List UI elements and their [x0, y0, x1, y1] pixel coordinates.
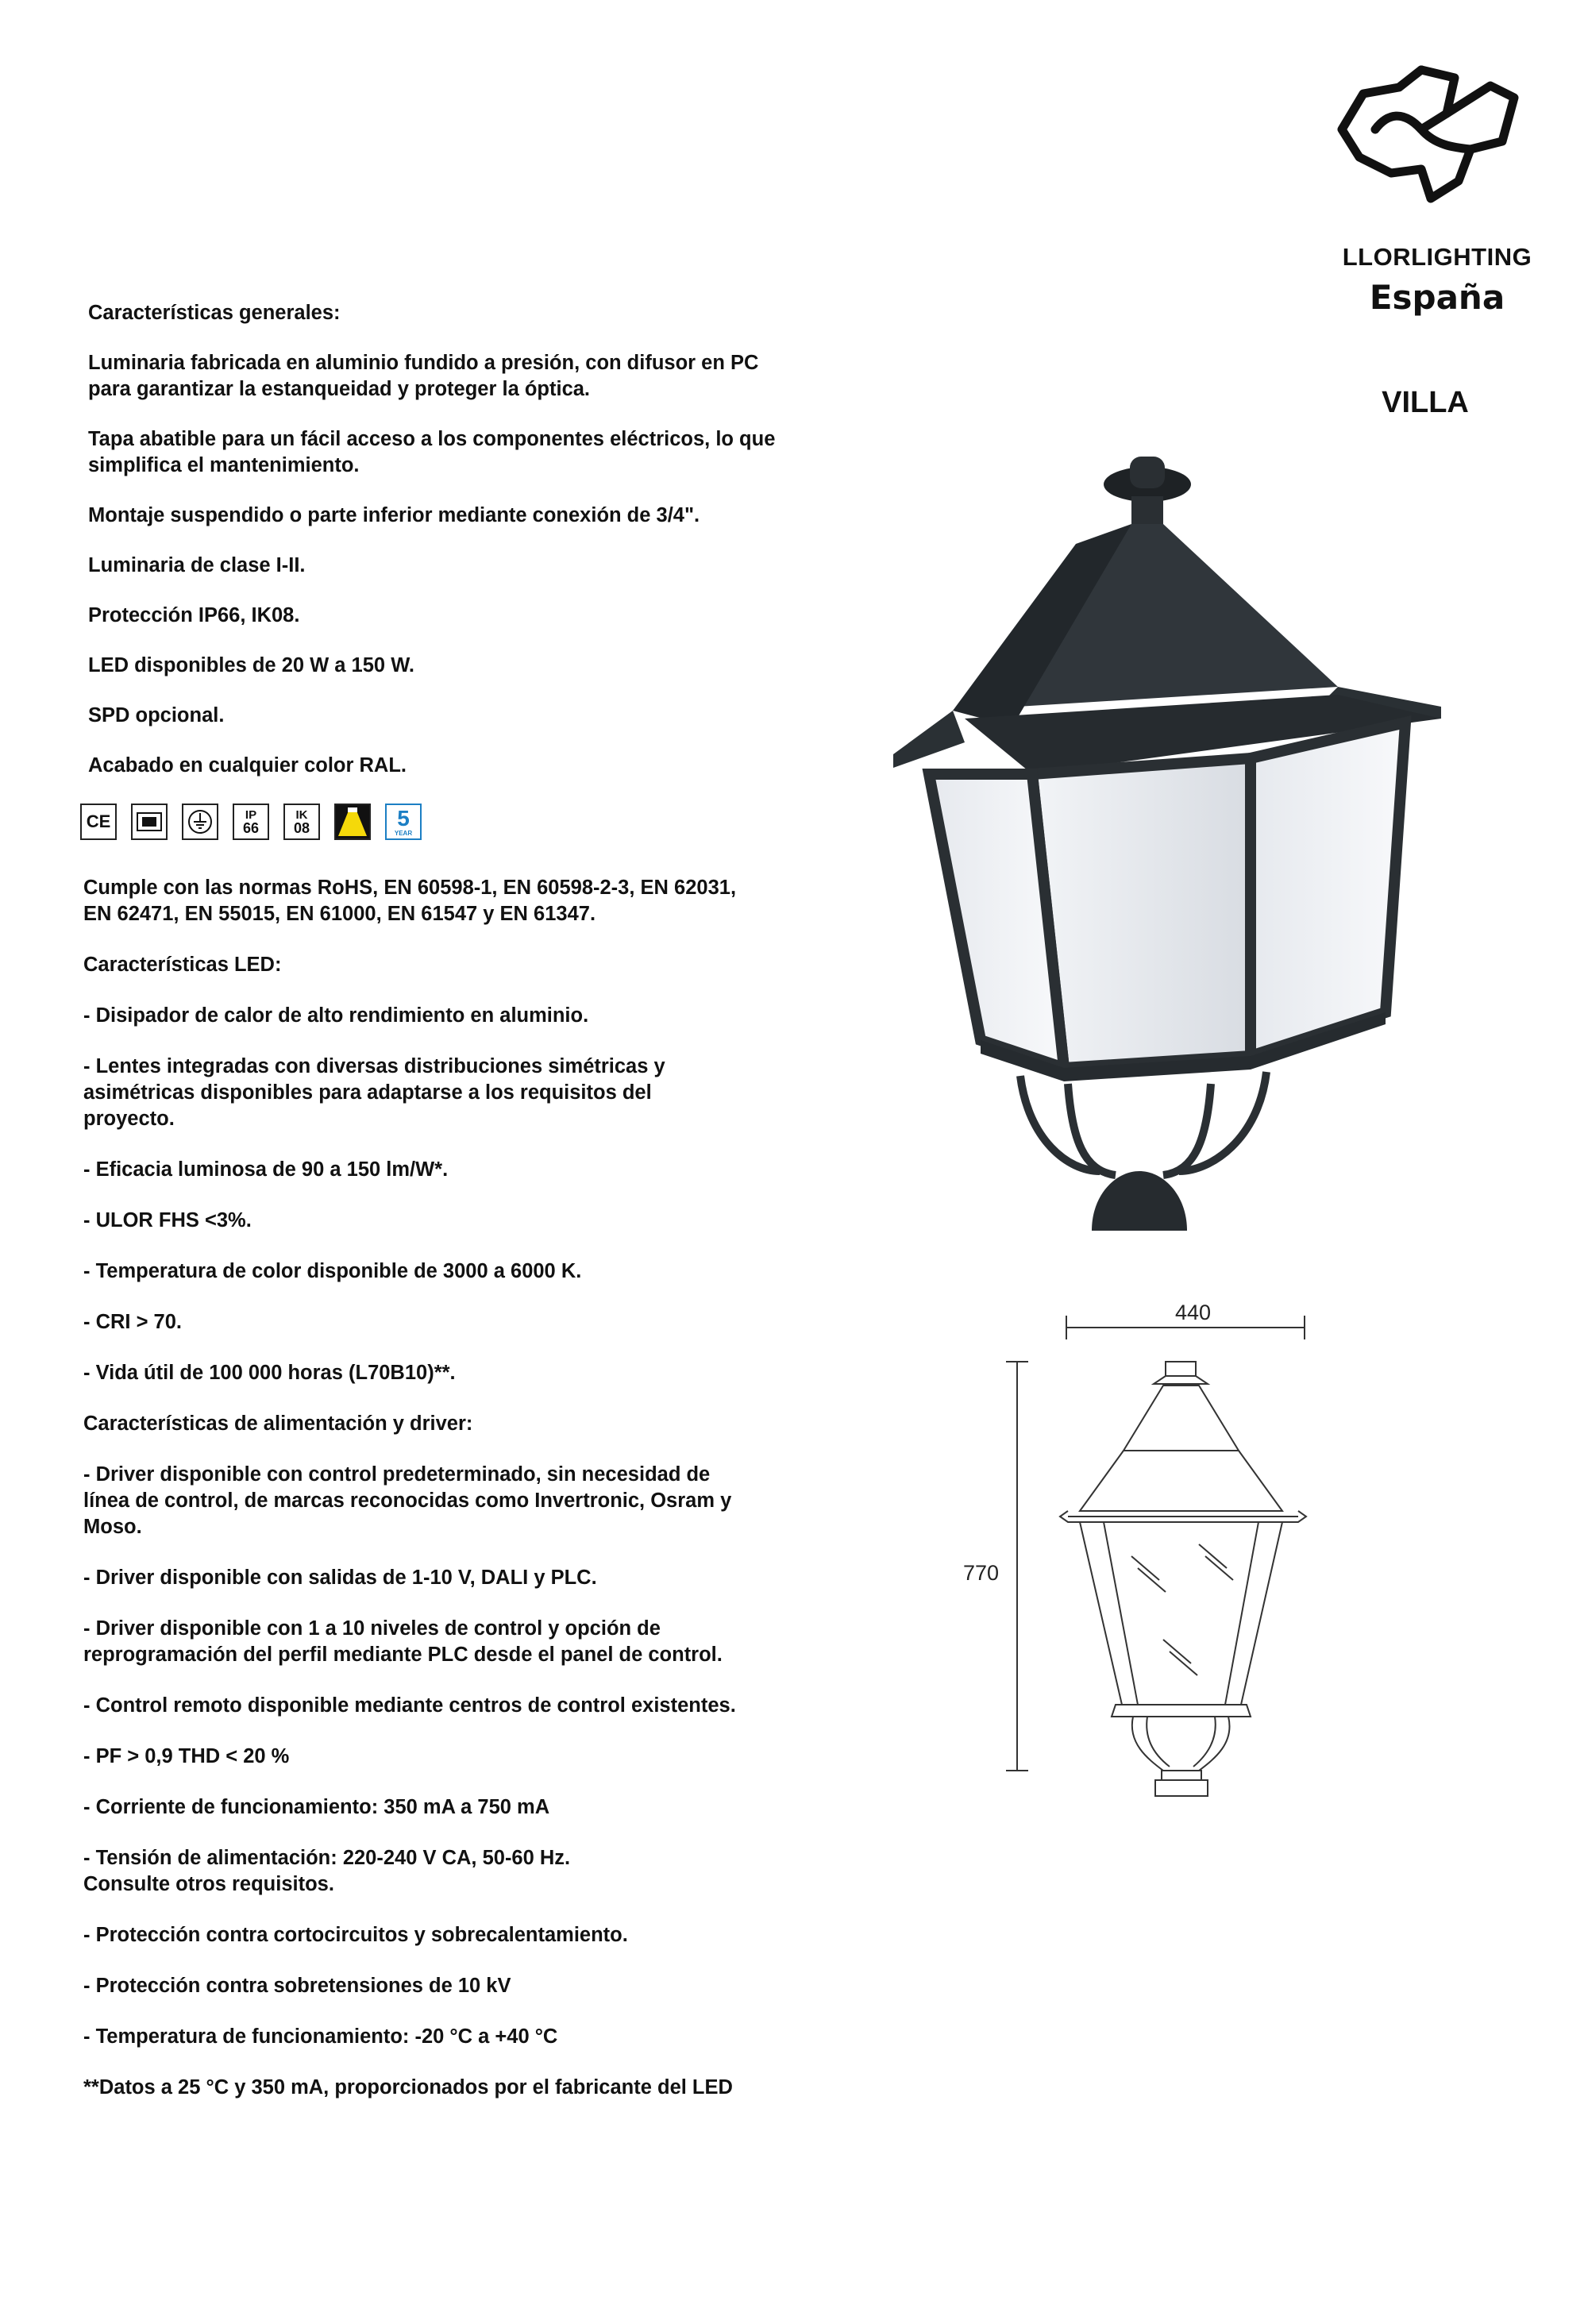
- led-item: - Lentes integradas con diversas distribuciones simétricas y asimétricas disponibles para adaptarse a los requisitos del proyecto.: [83, 1055, 665, 1130]
- driver-item: - Protección contra cortocircuitos y sobrecalentamiento.: [83, 1924, 628, 1946]
- standards-text: Cumple con las normas RoHS, EN 60598-1, EN 60598-2-3, EN 62031, EN 62471, EN 55015, EN 61000, EN 61547 y EN 61347.: [83, 877, 737, 925]
- driver-item: - Corriente de funcionamiento: 350 mA a 750 mA: [83, 1796, 550, 1818]
- brand-country: España: [1369, 278, 1505, 317]
- driver-item: - Protección contra sobretensiones de 10 kV: [83, 1975, 511, 1997]
- general-p7: SPD opcional.: [88, 704, 225, 726]
- led-item: - Temperatura de color disponible de 3000 a 6000 K.: [83, 1260, 582, 1282]
- ground-icon: [182, 804, 218, 840]
- general-heading: Características generales:: [88, 302, 341, 324]
- driver-item: - Temperatura de funcionamiento: -20 °C a +40 °C: [83, 2025, 558, 2048]
- led-item: - ULOR FHS <3%.: [83, 1209, 252, 1231]
- general-p1: Luminaria fabricada en aluminio fundido a presión, con difusor en PC para garantizar la estanqueidad y proteger la óptica.: [88, 352, 759, 400]
- led-item: - CRI > 70.: [83, 1311, 183, 1333]
- general-p2: Tapa abatible para un fácil acceso a los componentes eléctricos, lo que simplifica el mantenimiento.: [88, 428, 776, 476]
- led-heading: Características LED:: [83, 954, 282, 976]
- driver-item: - Driver disponible con 1 a 10 niveles de control y opción de reprogramación del perfil mediante PLC desde el panel de control.: [83, 1617, 723, 1666]
- driver-item: - PF > 0,9 THD < 20 %: [83, 1745, 290, 1767]
- footnote: **Datos a 25 °C y 350 mA, proporcionados por el fabricante del LED: [83, 2076, 733, 2099]
- general-p8: Acabado en cualquier color RAL.: [88, 754, 407, 777]
- general-p6: LED disponibles de 20 W a 150 W.: [88, 654, 414, 676]
- general-p3: Montaje suspendido o parte inferior mediante conexión de 3/4".: [88, 504, 700, 526]
- led-item: - Disipador de calor de alto rendimiento en aluminio.: [83, 1004, 589, 1027]
- ce-mark-icon: CE: [80, 804, 117, 840]
- ik-rating-icon: IK 08: [283, 804, 320, 840]
- dimension-height-label: 770: [963, 1561, 1000, 1585]
- product-name: VILLA: [1382, 386, 1469, 419]
- general-p4: Luminaria de clase I-II.: [88, 554, 306, 576]
- class-ii-icon: [131, 804, 168, 840]
- lamp-photo: [893, 457, 1449, 1231]
- warranty-icon: 5 YEAR: [385, 804, 422, 840]
- general-characteristics: [88, 300, 850, 803]
- brand-name: LLORLIGHTING: [1342, 243, 1532, 271]
- llorlighting-logo: [1328, 54, 1526, 205]
- driver-item: - Driver disponible con control predeterminado, sin necesidad de línea de control, de marcas reconocidas como Invertronic, Osram y Moso.: [83, 1463, 732, 1538]
- light-beam-icon: [334, 804, 371, 840]
- ip-rating-icon: IP 66: [233, 804, 269, 840]
- driver-item: - Driver disponible con salidas de 1-10 V, DALI y PLC.: [83, 1567, 597, 1589]
- dimension-width-label: 440: [1175, 1301, 1212, 1324]
- specifications: [83, 875, 846, 2126]
- led-item: - Eficacia luminosa de 90 a 150 lm/W*.: [83, 1158, 449, 1181]
- led-item: - Vida útil de 100 000 horas (L70B10)**.: [83, 1362, 456, 1384]
- general-p5: Protección IP66, IK08.: [88, 604, 300, 626]
- driver-heading: Características de alimentación y driver:: [83, 1413, 473, 1435]
- driver-item: - Control remoto disponible mediante centros de control existentes.: [83, 1694, 736, 1717]
- driver-item: - Tensión de alimentación: 220-240 V CA, 50-60 Hz. Consulte otros requisitos.: [83, 1847, 571, 1895]
